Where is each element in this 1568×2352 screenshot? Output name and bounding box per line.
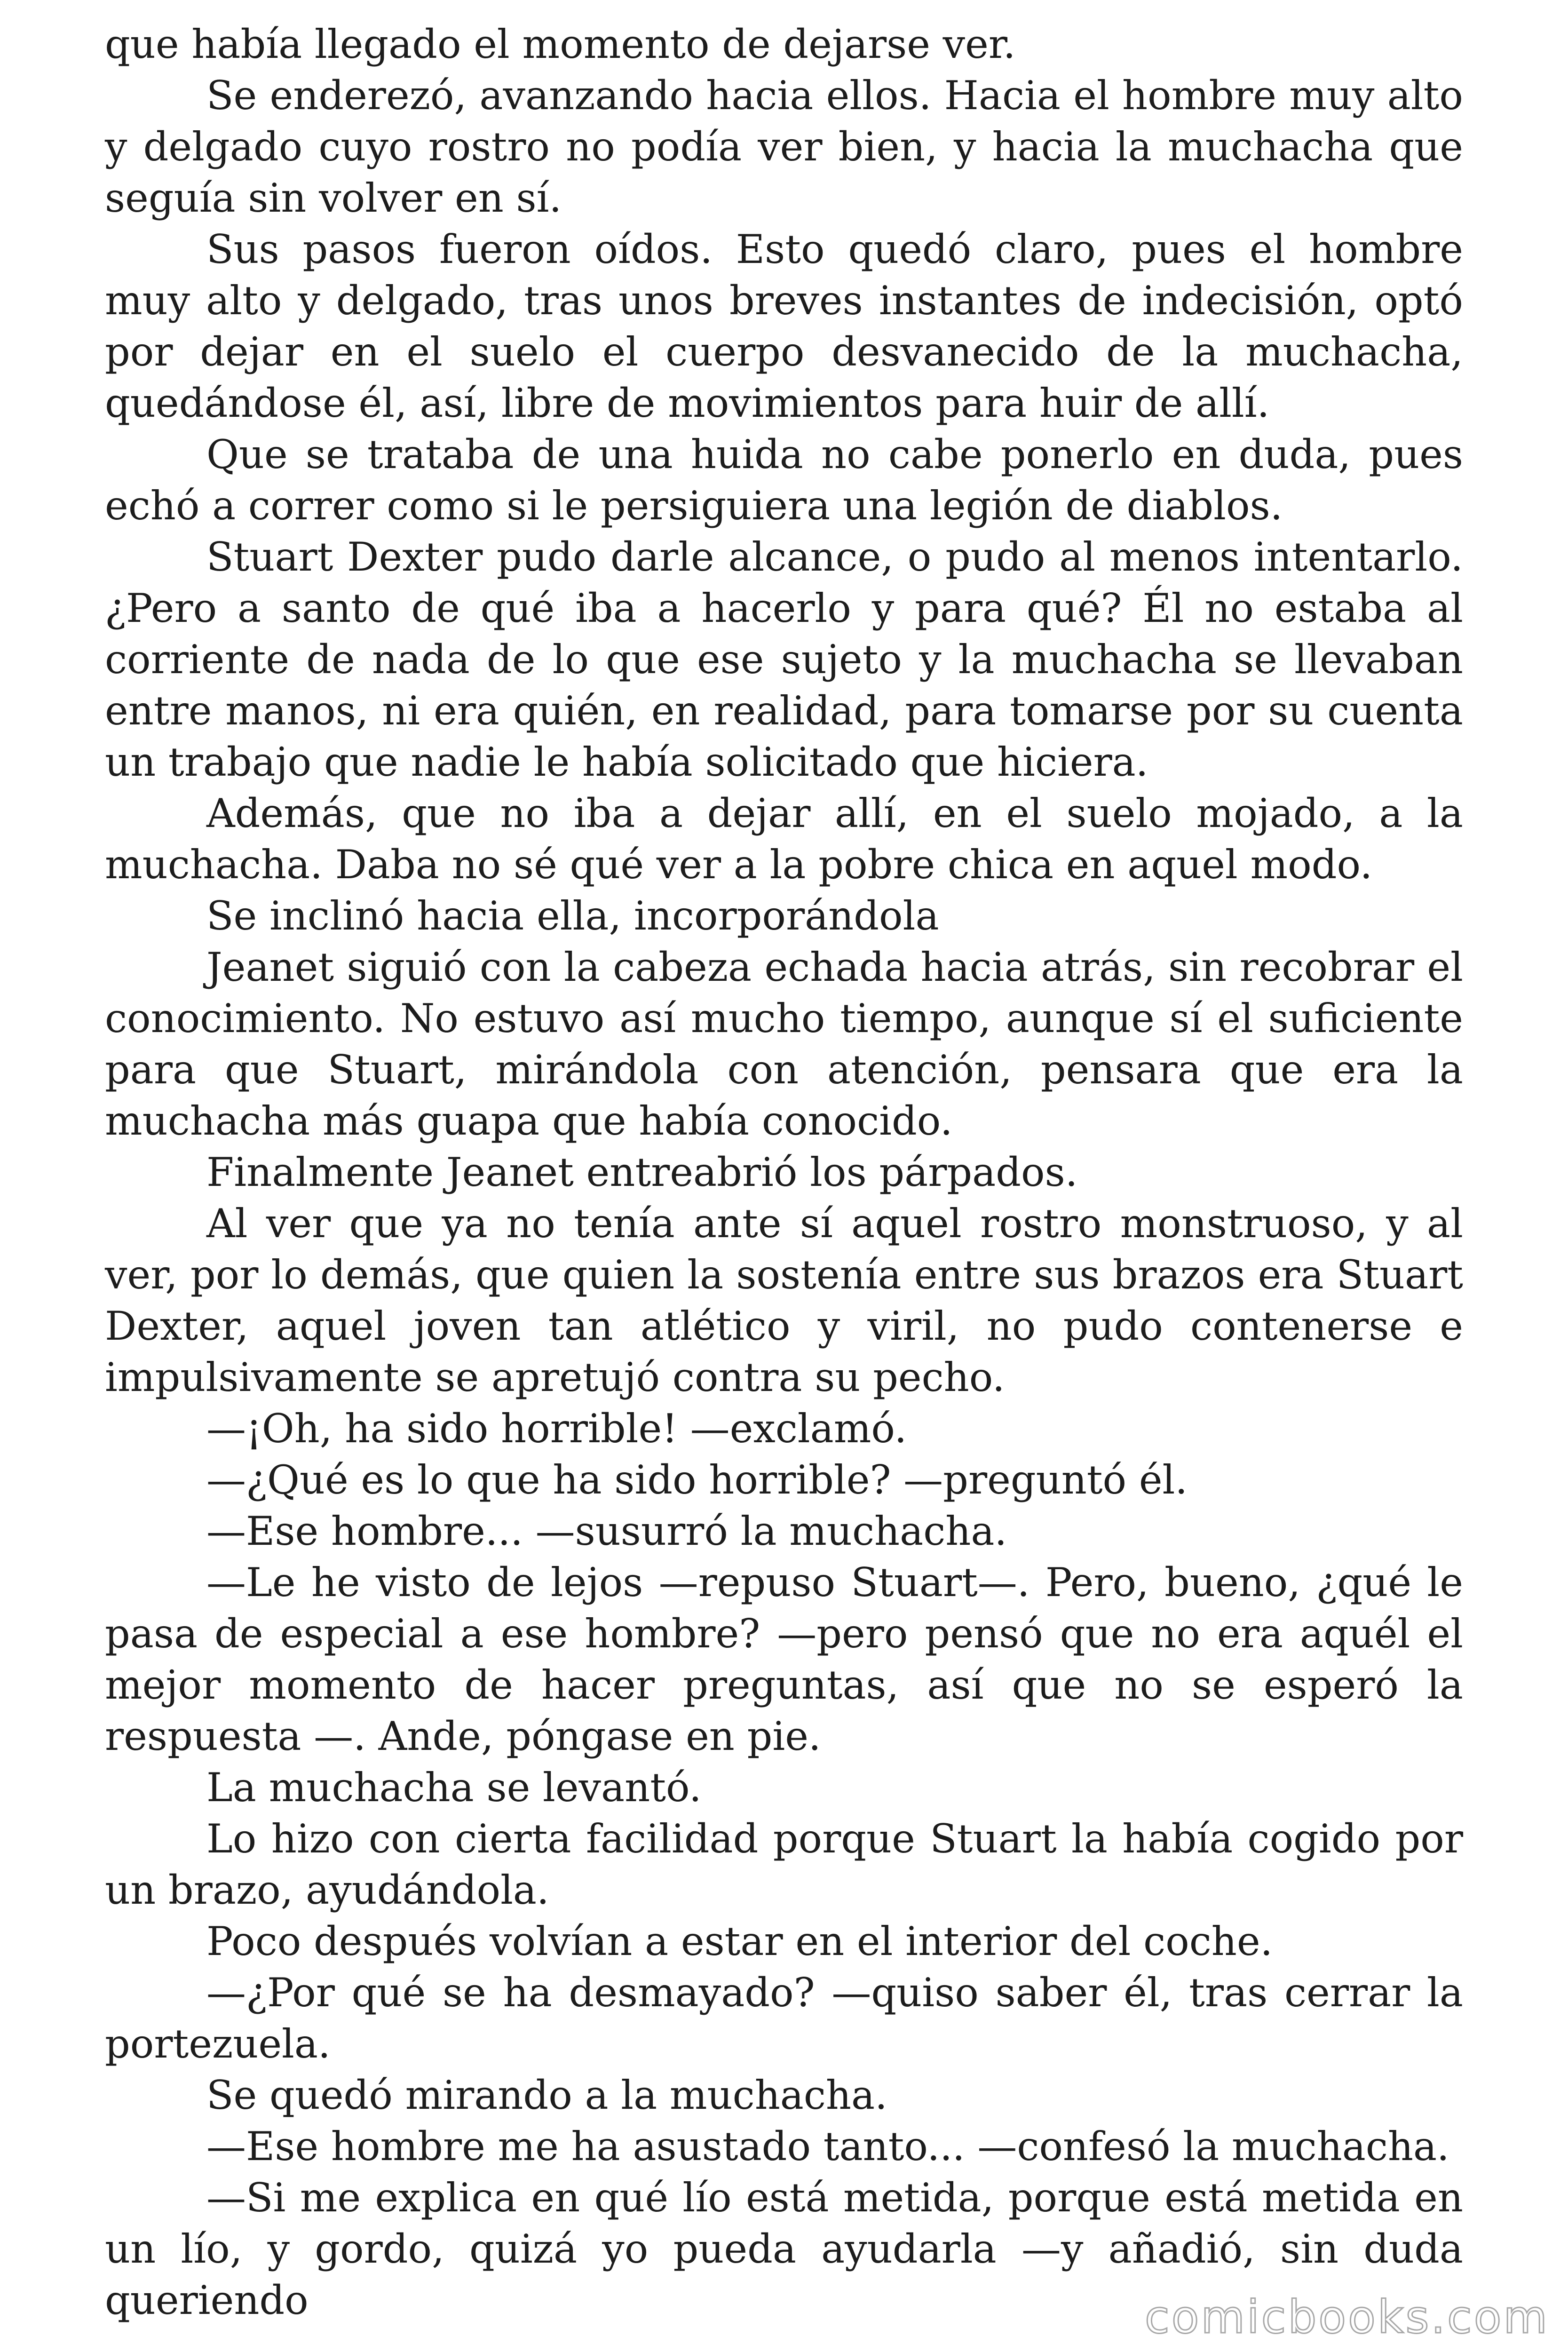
paragraph: Jeanet siguió con la cabeza echada hacia atrás, sin recobrar el conocimiento. No estuvo así mucho tiempo, aunque sí el suficiente para que Stuart, mirándola con atención, pensara que era la muchacha más guapa que había conocido. [105, 944, 1463, 1144]
paragraph: Al ver que ya no tenía ante sí aquel rostro monstruoso, y al ver, por lo demás, que quien la sostenía entre sus brazos era Stuart Dexter, aquel joven tan atlético y viril, no pudo contenerse e impulsivamente se apretujó contra su pecho. [105, 1200, 1463, 1400]
dialogue-line: —Si me explica en qué lío está metida, porque está metida en un lío, y gordo, quizá yo pueda ayudarla —y añadió, sin duda queriendo [105, 2175, 1463, 2323]
dialogue-line: —Ese hombre... —susurró la muchacha. [206, 1508, 1007, 1554]
paragraph: que había llegado el momento de dejarse ver. [105, 21, 1016, 67]
paragraph: Se enderezó, avanzando hacia ellos. Hacia el hombre muy alto y delgado cuyo rostro no podía ver bien, y hacia la muchacha que seguía sin volver en sí. [105, 72, 1463, 221]
paragraph: Se quedó mirando a la muchacha. [206, 2072, 887, 2118]
watermark-logo: comicbooks.com [1144, 2291, 1549, 2344]
dialogue-line: —¿Por qué se ha desmayado? —quiso saber él, tras cerrar la portezuela. [105, 1970, 1463, 2067]
dialogue-line: —Le he visto de lejos —repuso Stuart—. Pero, bueno, ¿qué le pasa de especial a ese hombre? —pero pensó que no era aquél el mejor momento de hacer preguntas, así que no se esperó la respuesta —. Ande, póngase en pie. [105, 1559, 1463, 1759]
paragraph: La muchacha se levantó. [206, 1764, 702, 1811]
paragraph: Finalmente Jeanet entreabrió los párpados. [206, 1149, 1078, 1195]
paragraph: Lo hizo con cierta facilidad porque Stuart la había cogido por un brazo, ayudándola. [105, 1816, 1463, 1913]
dialogue-line: —¿Qué es lo que ha sido horrible? —preguntó él. [206, 1457, 1188, 1503]
paragraph: Stuart Dexter pudo darle alcance, o pudo al menos intentarlo. ¿Pero a santo de qué iba a hacerlo y para qué? Él no estaba al corriente de nada de lo que ese sujeto y la muchacha se llevaban entre manos, ni era quién, en realidad, para tomarse por su cuenta un trabajo que nadie le había solicitado que hiciera. [105, 534, 1463, 785]
dialogue-line: —Ese hombre me ha asustado tanto... —confesó la muchacha. [206, 2123, 1449, 2169]
dialogue-line: —¡Oh, ha sido horrible! —exclamó. [206, 1406, 907, 1452]
paragraph: Sus pasos fueron oídos. Esto quedó claro, pues el hombre muy alto y delgado, tras unos breves instantes de indecisión, optó por dejar en el suelo el cuerpo desvanecido de la muchacha, quedándose él, así, libre de movimientos para huir de allí. [105, 226, 1463, 426]
paragraph: Que se trataba de una huida no cabe ponerlo en duda, pues echó a correr como si le persiguiera una legión de diablos. [105, 431, 1463, 529]
paragraph: Se inclinó hacia ella, incorporándola [206, 893, 939, 939]
book-page-text [105, 19, 1463, 2326]
paragraph: Además, que no iba a dejar allí, en el suelo mojado, a la muchacha. Daba no sé qué ver a la pobre chica en aquel modo. [105, 790, 1463, 888]
paragraph: Poco después volvían a estar en el interior del coche. [206, 1918, 1273, 1964]
